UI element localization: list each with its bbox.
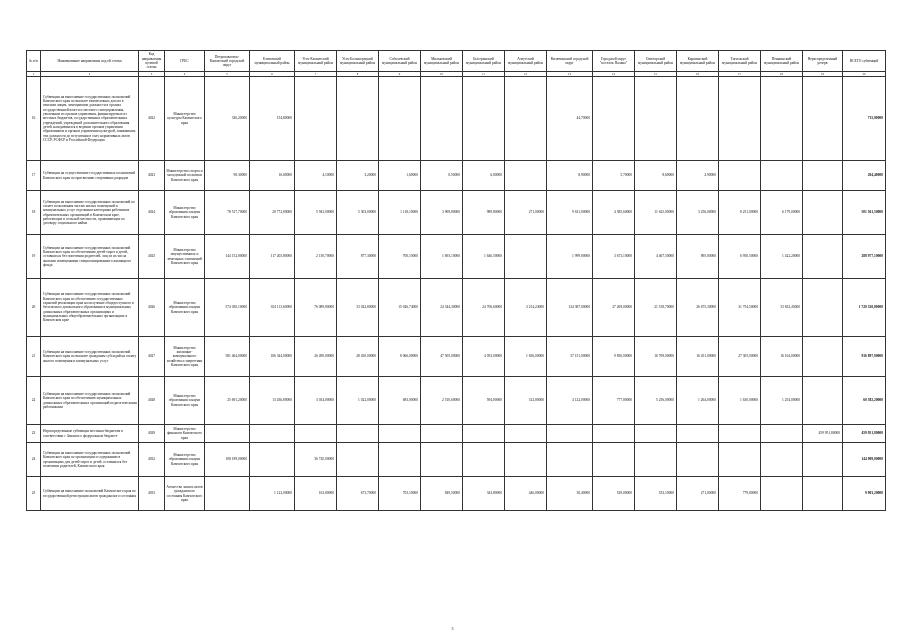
column-number: 7 bbox=[295, 72, 337, 77]
table-cell: 28 450,00000 bbox=[337, 337, 379, 377]
table-cell: 154,80000 bbox=[250, 77, 295, 161]
table-cell bbox=[421, 443, 463, 477]
table-cell bbox=[803, 477, 843, 511]
table-cell: 715,00000 bbox=[843, 77, 886, 161]
table-cell: 76 089,80000 bbox=[295, 279, 337, 337]
table-cell: 26 490,00000 bbox=[295, 337, 337, 377]
table-cell bbox=[635, 425, 677, 443]
table-cell: 1 122,00000 bbox=[250, 477, 295, 511]
column-number: 11 bbox=[463, 72, 505, 77]
column-number: 12 bbox=[505, 72, 547, 77]
table-cell: 336,20000 bbox=[205, 77, 250, 161]
table-cell bbox=[379, 443, 421, 477]
table-cell: 529,00000 bbox=[593, 477, 635, 511]
table-cell: 683,00000 bbox=[379, 377, 421, 425]
table-cell bbox=[593, 425, 635, 443]
column-number: 18 bbox=[761, 72, 803, 77]
table-cell: 4,10000 bbox=[295, 161, 337, 191]
table-cell bbox=[250, 425, 295, 443]
column-header: ВСЕГО субвенций bbox=[843, 51, 886, 72]
column-number: 17 bbox=[719, 72, 761, 77]
table-cell: 33 652,45000 bbox=[761, 279, 803, 337]
table-cell bbox=[593, 77, 635, 161]
column-number: 5 bbox=[205, 72, 250, 77]
table-cell: 4 385,60000 bbox=[593, 191, 635, 235]
table-cell: 3 673,10000 bbox=[593, 235, 635, 279]
table-cell: 4022 bbox=[139, 77, 165, 161]
table-cell bbox=[337, 425, 379, 443]
table-cell: 11 625,00000 bbox=[635, 191, 677, 235]
table-cell: 877,30000 bbox=[337, 235, 379, 279]
table-cell: 849,50000 bbox=[421, 477, 463, 511]
table-cell: Субвенции на выполнение государственных полномочий Камчатского края по обеспечению муниципальных дошкольных образовательных организаций педагогическими работниками bbox=[41, 377, 139, 425]
table-cell: 673,70000 bbox=[337, 477, 379, 511]
table-cell: 47 505,00000 bbox=[421, 337, 463, 377]
table-cell bbox=[719, 77, 761, 161]
table-cell: 30,40000 bbox=[547, 477, 593, 511]
table-cell: 779,00000 bbox=[719, 477, 761, 511]
table-cell: 106 344,00000 bbox=[250, 337, 295, 377]
table-cell: 312,00000 bbox=[505, 377, 547, 425]
table-cell: Министерство финансов Камчатского края bbox=[165, 425, 205, 443]
table-cell: 777,00000 bbox=[593, 377, 635, 425]
table-cell bbox=[379, 425, 421, 443]
table-cell bbox=[295, 77, 337, 161]
column-header: Наименование направления под ей статьи bbox=[41, 51, 139, 72]
table-cell: 37 151,00000 bbox=[547, 337, 593, 377]
table-cell: Министерство культуры Камчатского края bbox=[165, 77, 205, 161]
table-row bbox=[27, 191, 886, 235]
table-cell: 4032 bbox=[139, 443, 165, 477]
table-cell: 21 bbox=[27, 337, 41, 377]
table-cell: 1 118,10000 bbox=[379, 191, 421, 235]
table-cell: 4029 bbox=[139, 425, 165, 443]
table-cell: 4027 bbox=[139, 337, 165, 377]
table-cell: Нераспределенные субвенции местным бюджетам в соответствии с Законом о федеральном бюджете bbox=[41, 425, 139, 443]
table-cell: 703,10000 bbox=[379, 477, 421, 511]
table-cell: 25 bbox=[27, 477, 41, 511]
table-cell: 4 053,00000 bbox=[463, 337, 505, 377]
table-cell: 26 675,30000 bbox=[677, 279, 719, 337]
table-cell: 3,20000 bbox=[337, 161, 379, 191]
table-cell bbox=[635, 443, 677, 477]
table-row bbox=[27, 425, 886, 443]
table-cell bbox=[761, 443, 803, 477]
table-cell bbox=[547, 425, 593, 443]
table-cell: 24 706,60000 bbox=[463, 279, 505, 337]
table-cell: 4033 bbox=[139, 477, 165, 511]
table-cell: Субвенции на выполнение государственных полномочий Камчатского края по обеспечению государственных гарантий реализации прав на получение общедоступного и бесплатного дошкольного образования в муниципальных дошкольных образовательных организациях и муниципальных общеобразовательных организациях в Камчатском крае bbox=[41, 279, 139, 337]
table-row bbox=[27, 377, 886, 425]
table-cell: 9 631,00000 bbox=[547, 191, 593, 235]
table-cell: 4023 bbox=[139, 161, 165, 191]
table-cell bbox=[803, 191, 843, 235]
column-header: Усть-Большерецкий муниципальный район bbox=[337, 51, 379, 72]
column-number: 1 bbox=[27, 72, 41, 77]
table-cell: 6 950,50000 bbox=[719, 235, 761, 279]
table-cell: 163,00000 bbox=[295, 477, 337, 511]
table-cell: 8,60000 bbox=[635, 161, 677, 191]
table-cell bbox=[677, 77, 719, 161]
table-cell: 343,80000 bbox=[463, 477, 505, 511]
table-cell: 23 bbox=[27, 425, 41, 443]
table-cell: Субвенции на выполнение государственных полномочий Камчатского края по обеспечению детей-сирот и детей, оставшихся без попечения родителей, лиц из их числа жилыми помещениями специализированного жилищного фонда bbox=[41, 235, 139, 279]
table-cell bbox=[761, 477, 803, 511]
table-cell: 144 909,00000 bbox=[843, 443, 886, 477]
column-number: 20 bbox=[843, 72, 886, 77]
column-header: Городской округ "поселок Палана" bbox=[593, 51, 635, 72]
table-cell bbox=[803, 161, 843, 191]
table-cell bbox=[803, 337, 843, 377]
table-cell: 16 bbox=[27, 77, 41, 161]
table-cell bbox=[421, 77, 463, 161]
table-cell: Министерство образования и науки Камчатского края bbox=[165, 377, 205, 425]
column-number: 2 bbox=[41, 72, 139, 77]
table-cell bbox=[205, 425, 250, 443]
table-cell: 3 969,80000 bbox=[421, 191, 463, 235]
table-cell: 60 582,20000 bbox=[843, 377, 886, 425]
column-number: 4 bbox=[165, 72, 205, 77]
table-cell: Министерство имущественных и земельных отношений Камчатского края bbox=[165, 235, 205, 279]
column-header: Тигильский муниципальный район bbox=[719, 51, 761, 72]
column-number: 3 bbox=[139, 72, 165, 77]
table-cell bbox=[803, 279, 843, 337]
table-cell: 1 693,10000 bbox=[421, 235, 463, 279]
table-cell bbox=[505, 235, 547, 279]
table-cell: 18 bbox=[27, 191, 41, 235]
table-cell: 31 754,50000 bbox=[719, 279, 761, 337]
column-header: Быстринский муниципальный район bbox=[463, 51, 505, 72]
table-cell bbox=[635, 77, 677, 161]
table-cell: 90,30000 bbox=[205, 161, 250, 191]
column-number: 14 bbox=[593, 72, 635, 77]
table-cell: 1 254,00000 bbox=[761, 377, 803, 425]
table-cell: 15 026,74000 bbox=[379, 279, 421, 337]
table-cell: 36 720,00000 bbox=[295, 443, 337, 477]
table-cell bbox=[593, 443, 635, 477]
table-cell bbox=[337, 443, 379, 477]
table-cell: 8 066,00000 bbox=[379, 337, 421, 377]
table-cell: 2,90000 bbox=[677, 161, 719, 191]
table-cell: 20 bbox=[27, 279, 41, 337]
table-cell: 1 646,50000 bbox=[463, 235, 505, 279]
column-number: 19 bbox=[803, 72, 843, 77]
table-cell bbox=[761, 161, 803, 191]
table-cell bbox=[250, 443, 295, 477]
table-row bbox=[27, 235, 886, 279]
table-cell: 2 150,70000 bbox=[295, 235, 337, 279]
table-cell: Субвенции на выполнение государственных полномочий Камчатского края по организации и содержанию в организациях для детей-сирот и детей, оставшихся без попечения родителей, Камчатского края bbox=[41, 443, 139, 477]
subvention-table bbox=[26, 50, 886, 511]
table-cell: 5 256,00000 bbox=[635, 377, 677, 425]
column-number: 16 bbox=[677, 72, 719, 77]
column-header: Вилючинский городской округ bbox=[547, 51, 593, 72]
table-cell bbox=[719, 443, 761, 477]
table-row bbox=[27, 77, 886, 161]
table-cell bbox=[421, 425, 463, 443]
column-header: Мильковский муниципальный район bbox=[421, 51, 463, 72]
table-cell: Субвенции на выполнение государственных полномочий Камчатского края по выплате ежемесячных доплат к пенсиям лицам, замещавшим должности в органах государственной власти и местного самоуправления, уволенным из органов управления, финансируемых из местных бюджетов, государственных образовательных учреждений, учреждений дополнительного образования детей, находившихся в ведении органов управления образованием и органов управления культурой, занимавших эти должности до вступления в силу нормативных актов СССР, РСФСР и Российской Федерации bbox=[41, 77, 139, 161]
column-header: Код направления целевой статьи bbox=[139, 51, 165, 72]
table-cell: Министерство спорта и молодежной политики Камчатского края bbox=[165, 161, 205, 191]
subvention-table-sheet bbox=[26, 50, 886, 511]
table-cell: 4 467,50000 bbox=[635, 235, 677, 279]
table-cell: 6,00000 bbox=[463, 161, 505, 191]
table-cell bbox=[463, 443, 505, 477]
table-cell: 459 951,80000 bbox=[843, 425, 886, 443]
table-cell: 13 436,80000 bbox=[250, 377, 295, 425]
column-number: 13 bbox=[547, 72, 593, 77]
table-cell: 5 943,00000 bbox=[295, 191, 337, 235]
table-cell: 4028 bbox=[139, 377, 165, 425]
table-cell: 4026 bbox=[139, 279, 165, 337]
table-cell: 5 303,00000 bbox=[337, 191, 379, 235]
table-cell: 8,90000 bbox=[547, 161, 593, 191]
header-row bbox=[27, 51, 886, 72]
column-header: Пенжинский муниципальный район bbox=[761, 51, 803, 72]
table-cell: 1 720 520,00000 bbox=[843, 279, 886, 337]
table-cell: 354 113,60000 bbox=[250, 279, 295, 337]
table-cell: 3 214,24000 bbox=[505, 279, 547, 337]
table-cell bbox=[677, 425, 719, 443]
table-cell bbox=[547, 443, 593, 477]
table-cell: 271,00000 bbox=[505, 191, 547, 235]
table-cell: 124 387,00000 bbox=[547, 279, 593, 337]
table-cell bbox=[803, 77, 843, 161]
table-cell bbox=[803, 377, 843, 425]
table-cell: 4024 bbox=[139, 191, 165, 235]
table-cell: Субвенции на выполнение государственных полномочий по оплате пользования частью жилых помещений и коммунальных услуг отдельным категориям работников образовательных организаций в Камчатском крае, работающих в сельской местности, проживающих по договору социального найма bbox=[41, 191, 139, 235]
table-cell: Агентство записи актов гражданского состояния Камчатского края bbox=[165, 477, 205, 511]
table-cell: 16 451,00000 bbox=[677, 337, 719, 377]
table-cell bbox=[719, 161, 761, 191]
table-cell bbox=[677, 443, 719, 477]
column-number: 9 bbox=[379, 72, 421, 77]
table-cell bbox=[295, 425, 337, 443]
column-number: 10 bbox=[421, 72, 463, 77]
table-cell bbox=[719, 425, 761, 443]
table-cell: 989,80000 bbox=[463, 191, 505, 235]
table-cell: 27 305,00000 bbox=[719, 337, 761, 377]
table-cell: 144 152,80000 bbox=[205, 235, 250, 279]
table-cell: 581 464,00000 bbox=[205, 337, 250, 377]
column-number: 6 bbox=[250, 72, 295, 77]
table-cell: 24 bbox=[27, 443, 41, 477]
table-row bbox=[27, 443, 886, 477]
table-cell bbox=[505, 443, 547, 477]
table-cell: 20 772,80000 bbox=[250, 191, 295, 235]
table-cell: 1 264,00000 bbox=[677, 377, 719, 425]
column-header: Усть-Камчатский муниципальный район bbox=[295, 51, 337, 72]
table-cell: 9 903,20000 bbox=[843, 477, 886, 511]
table-cell: 501 561,50000 bbox=[843, 191, 886, 235]
table-cell: 78 517,70000 bbox=[205, 191, 250, 235]
table-cell bbox=[463, 77, 505, 161]
table-cell: 1 656,00000 bbox=[505, 337, 547, 377]
column-header: Нераспределенный резерв bbox=[803, 51, 843, 72]
table-cell bbox=[505, 425, 547, 443]
table-cell: 533,10000 bbox=[635, 477, 677, 511]
table-cell: 108 189,00000 bbox=[205, 443, 250, 477]
column-header: Алеутский муниципальный район bbox=[505, 51, 547, 72]
table-cell: 44,70000 bbox=[547, 77, 593, 161]
table-cell bbox=[761, 77, 803, 161]
table-cell: Министерство образования и науки Камчатского края bbox=[165, 191, 205, 235]
table-cell: 21 518,70000 bbox=[635, 279, 677, 337]
table-cell bbox=[505, 77, 547, 161]
table-cell: Министерство образования и науки Камчатского края bbox=[165, 443, 205, 477]
table-cell: 1 422,20000 bbox=[761, 235, 803, 279]
table-cell: 1 630,00000 bbox=[719, 377, 761, 425]
table-cell: 446,00000 bbox=[505, 477, 547, 511]
table-cell: 19 bbox=[27, 235, 41, 279]
table-cell: 16,60000 bbox=[250, 161, 295, 191]
table-cell bbox=[337, 77, 379, 161]
column-header: Петропавловск-Камчатский городской округ bbox=[205, 51, 250, 72]
table-cell: 574 030,10000 bbox=[205, 279, 250, 337]
table-cell: 459 951,80000 bbox=[803, 425, 843, 443]
table-cell: 3 034,00000 bbox=[295, 377, 337, 425]
table-cell: 288 977,10000 bbox=[843, 235, 886, 279]
table-cell: 117 203,80000 bbox=[250, 235, 295, 279]
column-header: Карагинский муниципальный район bbox=[677, 51, 719, 72]
column-number: 8 bbox=[337, 72, 379, 77]
table-cell: 916 897,00000 bbox=[843, 337, 886, 377]
column-header: № п/п bbox=[27, 51, 41, 72]
column-header: Елизовский муниципальный район bbox=[250, 51, 295, 72]
table-cell bbox=[803, 443, 843, 477]
table-cell: 24 344,30000 bbox=[421, 279, 463, 337]
table-cell: 9 850,00000 bbox=[593, 337, 635, 377]
table-cell: 8 251,00000 bbox=[719, 191, 761, 235]
table-cell: 594,00000 bbox=[463, 377, 505, 425]
table-cell: 6,50000 bbox=[421, 161, 463, 191]
table-cell: 27 269,00000 bbox=[593, 279, 635, 337]
table-cell: 25 691,20000 bbox=[205, 377, 250, 425]
table-row bbox=[27, 279, 886, 337]
table-cell: Субвенции на осуществление государственных полномочий Камчатского края по присвоению спортивных разрядов bbox=[41, 161, 139, 191]
table-cell: Субвенции на выполнение полномочий Камчатского края по государственной регистрации актов гражданского состояния bbox=[41, 477, 139, 511]
table-cell: 1,60000 bbox=[379, 161, 421, 191]
table-cell: 16 769,00000 bbox=[635, 337, 677, 377]
table-cell bbox=[803, 235, 843, 279]
column-number: 15 bbox=[635, 72, 677, 77]
table-cell bbox=[463, 425, 505, 443]
table-cell: 6 179,00000 bbox=[761, 191, 803, 235]
column-header: Соболевский муниципальный район bbox=[379, 51, 421, 72]
table-cell: 5,70000 bbox=[593, 161, 635, 191]
table-cell: 4025 bbox=[139, 235, 165, 279]
table-cell: Министерство образования и науки Камчатского края bbox=[165, 279, 205, 337]
table-cell: 16 164,00000 bbox=[761, 337, 803, 377]
table-cell bbox=[761, 425, 803, 443]
table-cell: 1 999,80000 bbox=[547, 235, 593, 279]
table-cell: 204,40000 bbox=[843, 161, 886, 191]
table-cell: 2 510,60000 bbox=[421, 377, 463, 425]
table-cell: 700,10000 bbox=[379, 235, 421, 279]
table-cell: 1 022,00000 bbox=[337, 377, 379, 425]
table-cell: 33 022,80000 bbox=[337, 279, 379, 337]
table-cell: 895,00000 bbox=[677, 235, 719, 279]
table-cell: 22 bbox=[27, 377, 41, 425]
table-row bbox=[27, 161, 886, 191]
page-number: 3 bbox=[451, 626, 454, 631]
table-cell: Субвенции на выполнение государственных полномочий Камчатского края по выплате гражданам субсидий на оплату жилого помещения и коммунальных услуг bbox=[41, 337, 139, 377]
column-header: Олюторский муниципальный район bbox=[635, 51, 677, 72]
table-cell bbox=[379, 77, 421, 161]
table-cell: 3 256,00000 bbox=[677, 191, 719, 235]
table-cell bbox=[205, 477, 250, 511]
column-header: ГРБС bbox=[165, 51, 205, 72]
table-cell: 4 122,00000 bbox=[547, 377, 593, 425]
table-cell: 271,00000 bbox=[677, 477, 719, 511]
table-cell bbox=[505, 161, 547, 191]
table-row bbox=[27, 337, 886, 377]
table-row bbox=[27, 477, 886, 511]
table-cell: 17 bbox=[27, 161, 41, 191]
table-cell: Министерство жилищно-коммунального хозяйства и энергетики Камчатского края bbox=[165, 337, 205, 377]
